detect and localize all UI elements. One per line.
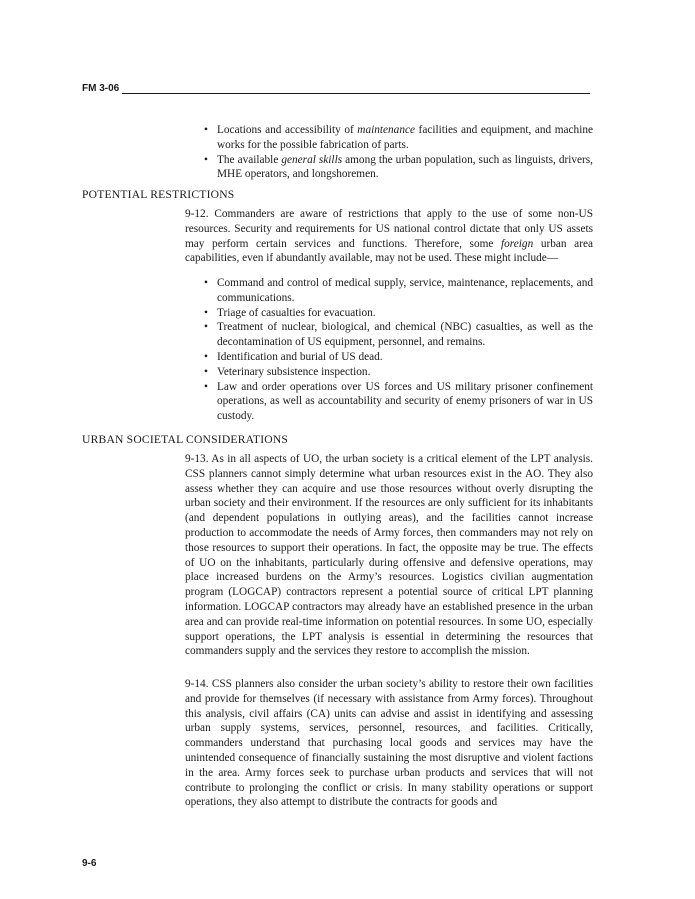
section-heading-urban-societal-considerations: URBAN SOCIETAL CONSIDERATIONS: [82, 433, 289, 446]
list-item: • The available general skills among the urban population, such as linguists, drivers, MHE operators, and longshoremen.: [203, 153, 593, 183]
header-rule: [122, 93, 590, 94]
list-item: • Identification and burial of US dead.: [203, 350, 593, 365]
paragraph-9-12: 9-12. Commanders are aware of restrictions that apply to the use of some non-US resources. Security and requirements for US national control dictate that only US assets may perform certain services and functions. Therefore, some foreign urban area capabilities, even if abundantly available, may not be used. These might include—: [185, 208, 593, 265]
list-item: • Locations and accessibility of maintenance facilities and equipment, and machine works for the possible fabrication of parts.: [203, 123, 593, 153]
paragraph-9-13: 9-13. As in all aspects of UO, the urban society is a critical element of the LPT analysis. CSS planners cannot simply determine what urban resources exist in the AO. They also assess whether they can acquire and use those resources without overly disrupting the urban society and their environment. If the resources are only sufficient for its inhabitants (and dependent populations in outlying areas), and the facilities cannot increase production to accommodate the needs of Army forces, then commanders may not rely on those resources to support their operations. In fact, the opposite may be true. The effects of UO on the inhabitants, particularly during offensive and defensive operations, may place increased burdens on the Army’s resources. Logistics civilian augmentation program (LOGCAP) contractors represent a potential source of critical LPT planning information. LOGCAP contractors may already have an established presence in the urban area and can provide real-time information on potential resources. In some UO, especially support operations, the LPT analysis is essential in determining the resources that commanders supply and the services they restore to accomplish the mission.: [185, 453, 593, 658]
list-item: • Triage of casualties for evacuation.: [203, 306, 593, 321]
section-heading-potential-restrictions: POTENTIAL RESTRICTIONS: [82, 188, 235, 201]
list-item: • Law and order operations over US forces and US military prisoner confinement operations, as well as accountability and security of enemy prisoners of war in US custody.: [203, 380, 593, 424]
manual-id: FM 3-06: [82, 83, 120, 94]
list-item: • Veterinary subsistence inspection.: [203, 365, 593, 380]
restrictions-bullet-list: [203, 276, 593, 424]
top-bullet-list: [203, 123, 593, 182]
page-number: 9-6: [82, 858, 97, 869]
list-item: • Command and control of medical supply, service, maintenance, replacements, and communications.: [203, 276, 593, 306]
list-item: • Treatment of nuclear, biological, and chemical (NBC) casualties, as well as the decontamination of US equipment, personnel, and remains.: [203, 320, 593, 350]
running-header: [82, 83, 590, 97]
paragraph-9-14: 9-14. CSS planners also consider the urban society’s ability to restore their own facilities and provide for themselves (if necessary with assistance from Army forces). Throughout this analysis, civil affairs (CA) units can advise and assist in identifying and assessing urban supply systems, services, personnel, resources, and facilities. Critically, commanders understand that purchasing local goods and services may have the unintended consequence of financially sustaining the most disruptive and violent factions in the area. Army forces seek to purchase urban products and services that will not contribute to prolonging the conflict or crisis. In many stability operations or support operations, they also attempt to distribute the contracts for goods and: [185, 678, 593, 809]
